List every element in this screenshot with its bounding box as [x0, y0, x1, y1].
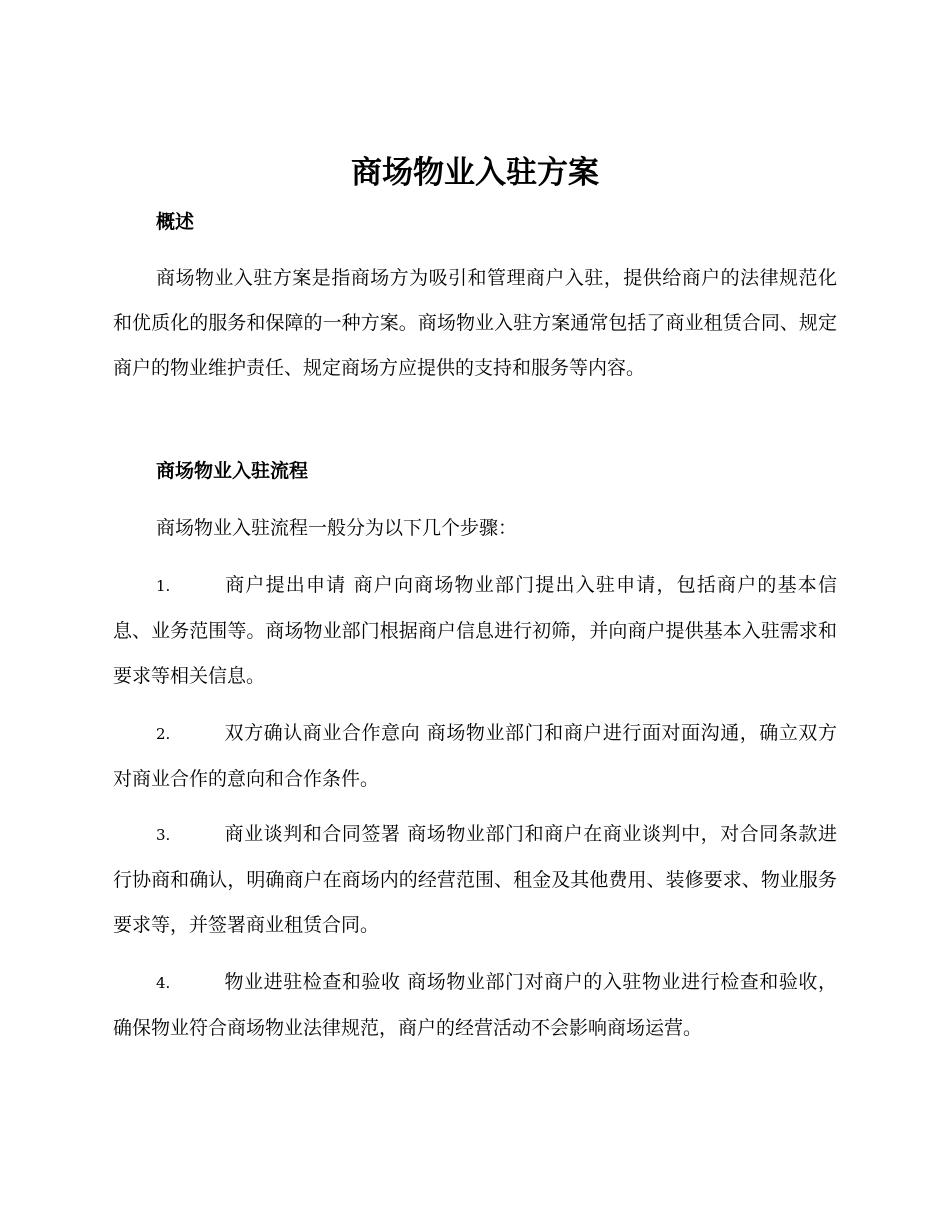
process-step-2 — [113, 711, 837, 802]
step-text: 物业进驻检查和验收 商场物业部门对商户的入驻物业进行检查和验收，确保物业符合商场物业法律规范，商户的经营活动不会影响商场运营。 — [113, 971, 837, 1039]
step-text: 双方确认商业合作意向 商场物业部门和商户进行面对面沟通，确立双方对商业合作的意向和合作条件。 — [113, 722, 837, 790]
process-step-3 — [113, 812, 837, 948]
process-step-1 — [113, 563, 837, 699]
step-number: 4. — [156, 974, 171, 992]
step-text: 商业谈判和合同签署 商场物业部门和商户在商业谈判中，对合同条款进行协商和确认，明确商户在商场内的经营范围、租金及其他费用、装修要求、物业服务要求等，并签署商业租赁合同。 — [113, 823, 837, 936]
section-heading-overview: 概述 — [156, 211, 195, 233]
document-title: 商场物业入驻方案 — [351, 155, 599, 191]
process-step-4 — [113, 960, 837, 1051]
section-heading-process: 商场物业入驻流程 — [156, 460, 309, 482]
step-text: 商户提出申请 商户向商场物业部门提出入驻申请，包括商户的基本信息、业务范围等。商场物业部门根据商户信息进行初筛，并向商户提供基本入驻需求和要求等相关信息。 — [113, 574, 837, 687]
process-intro-paragraph: 商场物业入驻流程一般分为以下几个步骤： — [156, 517, 518, 539]
step-number: 3. — [156, 826, 171, 844]
step-number: 2. — [156, 725, 171, 743]
step-number: 1. — [156, 577, 171, 595]
overview-paragraph: 商场物业入驻方案是指商场方为吸引和管理商户入驻，提供给商户的法律规范化和优质化的服务和保障的一种方案。商场物业入驻方案通常包括了商业租赁合同、规定商户的物业维护责任、规定商场方应提供的支持和服务等内容。 — [113, 267, 837, 379]
